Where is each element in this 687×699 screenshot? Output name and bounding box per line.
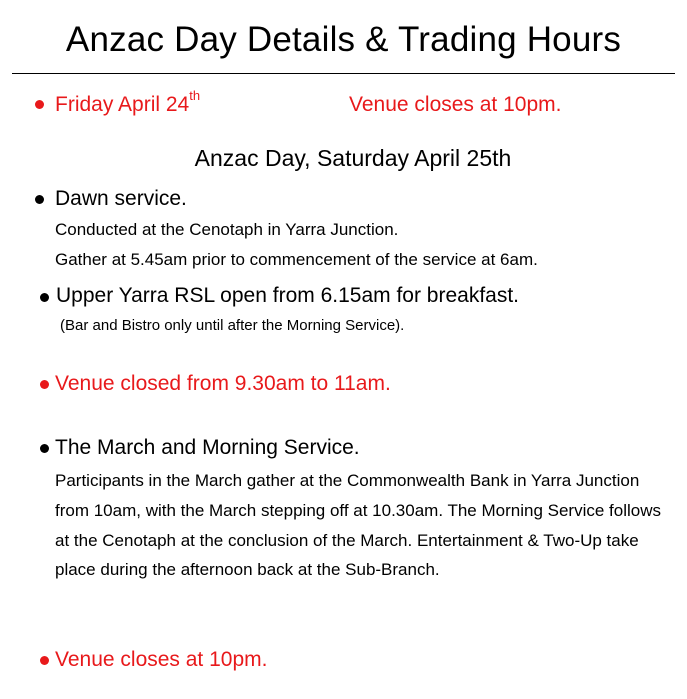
rsl-open-note: (Bar and Bistro only until after the Morning Service). xyxy=(60,317,405,334)
friday-closing: Venue closes at 10pm. xyxy=(349,93,562,116)
page-title: Anzac Day Details & Trading Hours xyxy=(65,20,622,59)
rsl-bullet xyxy=(40,293,49,302)
march-heading: The March and Morning Service. xyxy=(55,436,360,459)
closed-bullet xyxy=(40,380,49,389)
dawn-service-heading: Dawn service. xyxy=(55,187,187,210)
march-description: Participants in the March gather at the Commonwealth Bank in Yarra Junction from 10am, with the March stepping off at 10.30am. The Morning Service follows at the Cenotaph at the conclusion of the March. Entertainment & Two-Up take place during the afternoon back at the Sub-Branch. xyxy=(55,471,661,580)
final-closing-bullet xyxy=(40,656,49,665)
dawn-bullet xyxy=(35,195,44,204)
march-bullet xyxy=(40,444,49,453)
friday-date xyxy=(55,88,201,119)
friday-bullet xyxy=(35,100,44,109)
final-closing-notice: Venue closes at 10pm. xyxy=(55,648,268,671)
title-divider xyxy=(12,73,675,74)
rsl-open-heading: Upper Yarra RSL open from 6.15am for breakfast. xyxy=(56,284,520,307)
dawn-service-line-1: Conducted at the Cenotaph in Yarra Junction. xyxy=(55,220,399,239)
friday-day: Friday April 24 xyxy=(55,93,190,116)
venue-closed-notice: Venue closed from 9.30am to 11am. xyxy=(55,372,391,395)
friday-day-suffix: th xyxy=(189,88,201,103)
dawn-service-line-2: Gather at 5.45am prior to commencement of the service at 6am. xyxy=(55,250,538,269)
anzac-day-heading: Anzac Day, Saturday April 25th xyxy=(194,145,512,171)
